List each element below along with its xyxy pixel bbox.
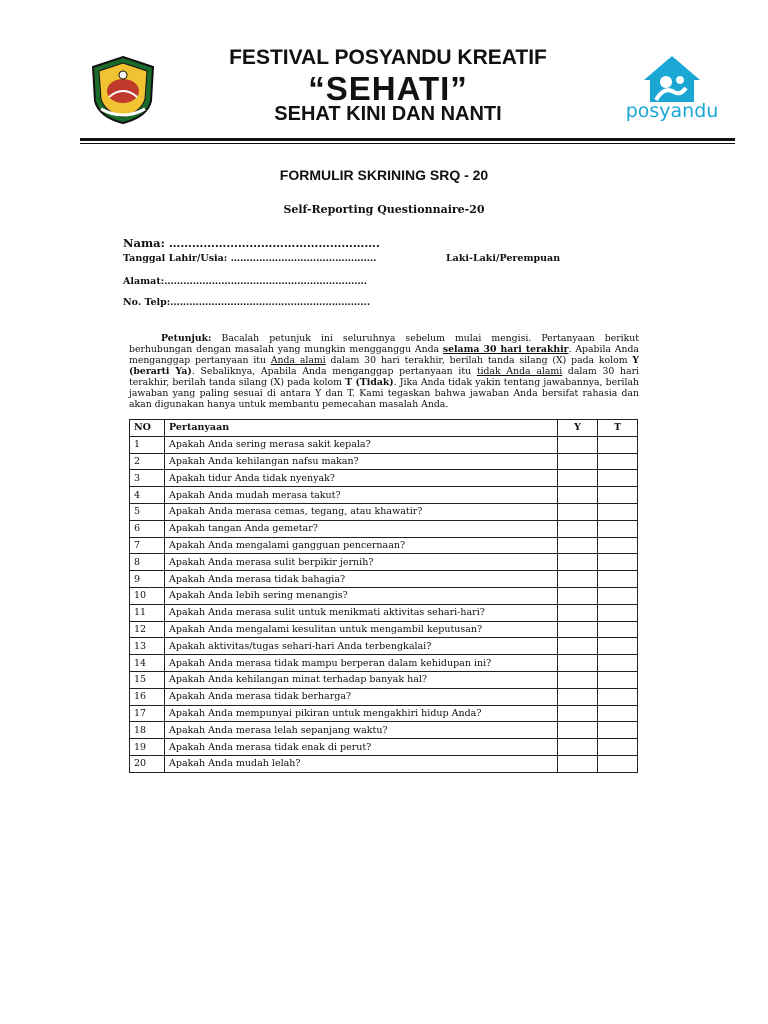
question-number: 2 bbox=[130, 453, 165, 470]
question-text: Apakah Anda merasa tidak mampu berperan dalam kehidupan ini? bbox=[165, 655, 558, 672]
question-number: 10 bbox=[130, 587, 165, 604]
answer-t-cell[interactable] bbox=[598, 705, 638, 722]
table-row bbox=[130, 739, 638, 756]
question-text: Apakah aktivitas/tugas sehari-hari Anda terbengkalai? bbox=[165, 638, 558, 655]
table-row bbox=[130, 571, 638, 588]
question-number: 13 bbox=[130, 638, 165, 655]
answer-y-cell[interactable] bbox=[558, 453, 598, 470]
answer-y-cell[interactable] bbox=[558, 722, 598, 739]
answer-y-cell[interactable] bbox=[558, 503, 598, 520]
instructions-text: dalam 30 hari terakhir, berilah tanda silang (X) pada kolom bbox=[325, 355, 633, 366]
question-number: 17 bbox=[130, 705, 165, 722]
question-text: Apakah Anda merasa tidak bahagia? bbox=[165, 571, 558, 588]
question-number: 15 bbox=[130, 671, 165, 688]
answer-t-cell[interactable] bbox=[598, 436, 638, 453]
instructions-text: dalam 30 hari terakhir, berilah tanda silang (X) pada kolom bbox=[129, 366, 639, 388]
instructions-emphasis: Y (berarti Ya) bbox=[129, 355, 640, 377]
answer-t-cell[interactable] bbox=[598, 571, 638, 588]
answer-y-cell[interactable] bbox=[558, 739, 598, 756]
answer-y-cell[interactable] bbox=[558, 587, 598, 604]
question-text: Apakah Anda sering merasa sakit kepala? bbox=[165, 436, 558, 453]
question-text: Apakah Anda merasa lelah sepanjang waktu? bbox=[165, 722, 558, 739]
regional-emblem-logo bbox=[87, 55, 159, 125]
instructions-text: . Sebaliknya, Apabila Anda menganggap pertanyaan itu bbox=[191, 366, 477, 377]
answer-t-cell[interactable] bbox=[598, 739, 638, 756]
table-row bbox=[130, 688, 638, 705]
table-row bbox=[130, 671, 638, 688]
answer-y-cell[interactable] bbox=[558, 621, 598, 638]
table-row bbox=[130, 604, 638, 621]
answer-t-cell[interactable] bbox=[598, 487, 638, 504]
answer-t-cell[interactable] bbox=[598, 470, 638, 487]
table-row bbox=[130, 436, 638, 453]
answer-t-cell[interactable] bbox=[598, 621, 638, 638]
question-number: 20 bbox=[130, 755, 165, 772]
table-row bbox=[130, 503, 638, 520]
answer-y-cell[interactable] bbox=[558, 470, 598, 487]
instructions-emphasis: T (Tidak) bbox=[345, 377, 394, 388]
answer-y-cell[interactable] bbox=[558, 537, 598, 554]
question-text: Apakah Anda kehilangan minat terhadap banyak hal? bbox=[165, 671, 558, 688]
festival-title: FESTIVAL POSYANDU KREATIF bbox=[229, 46, 547, 69]
answer-t-cell[interactable] bbox=[598, 638, 638, 655]
question-number: 8 bbox=[130, 554, 165, 571]
answer-y-cell[interactable] bbox=[558, 755, 598, 772]
table-row bbox=[130, 520, 638, 537]
question-number: 6 bbox=[130, 520, 165, 537]
answer-y-cell[interactable] bbox=[558, 655, 598, 672]
srq-questionnaire-table bbox=[129, 419, 638, 773]
table-row bbox=[130, 705, 638, 722]
question-number: 9 bbox=[130, 571, 165, 588]
question-text: Apakah Anda mengalami kesulitan untuk mengambil keputusan? bbox=[165, 621, 558, 638]
header-t: T bbox=[598, 420, 638, 437]
question-text: Apakah Anda merasa sulit untuk menikmati aktivitas sehari-hari? bbox=[165, 604, 558, 621]
answer-t-cell[interactable] bbox=[598, 688, 638, 705]
question-number: 11 bbox=[130, 604, 165, 621]
header-divider-thick bbox=[80, 138, 735, 141]
instructions-text: . Apabila Anda menganggap pertanyaan itu bbox=[129, 344, 639, 366]
field-telp: No. Telp:……………………………………………………... bbox=[123, 297, 371, 308]
question-number: 16 bbox=[130, 688, 165, 705]
question-text: Apakah Anda lebih sering menangis? bbox=[165, 587, 558, 604]
instructions-emphasis: tidak Anda alami bbox=[476, 366, 563, 377]
header-no: NO bbox=[130, 420, 165, 437]
answer-t-cell[interactable] bbox=[598, 520, 638, 537]
question-number: 7 bbox=[130, 537, 165, 554]
answer-y-cell[interactable] bbox=[558, 604, 598, 621]
answer-t-cell[interactable] bbox=[598, 604, 638, 621]
instructions-paragraph bbox=[129, 333, 639, 410]
festival-tagline: SEHAT KINI DAN NANTI bbox=[274, 103, 502, 125]
field-nama: Nama: ………………………………………………. bbox=[123, 236, 380, 250]
answer-t-cell[interactable] bbox=[598, 722, 638, 739]
answer-t-cell[interactable] bbox=[598, 587, 638, 604]
answer-t-cell[interactable] bbox=[598, 755, 638, 772]
question-text: Apakah Anda merasa cemas, tegang, atau khawatir? bbox=[165, 503, 558, 520]
form-subtitle: Self-Reporting Questionnaire-20 bbox=[283, 203, 485, 216]
question-text: Apakah Anda merasa tidak enak di perut? bbox=[165, 739, 558, 756]
question-text: Apakah tangan Anda gemetar? bbox=[165, 520, 558, 537]
field-gender: Laki-Laki/Perempuan bbox=[446, 253, 561, 264]
question-text: Apakah Anda merasa sulit berpikir jernih? bbox=[165, 554, 558, 571]
header-divider-thin bbox=[80, 143, 735, 144]
header-y: Y bbox=[558, 420, 598, 437]
question-number: 5 bbox=[130, 503, 165, 520]
question-number: 3 bbox=[130, 470, 165, 487]
question-number: 19 bbox=[130, 739, 165, 756]
table-header-row bbox=[130, 420, 638, 437]
answer-t-cell[interactable] bbox=[598, 537, 638, 554]
answer-t-cell[interactable] bbox=[598, 671, 638, 688]
posyandu-logo-text: posyandu bbox=[625, 100, 719, 122]
table-row bbox=[130, 487, 638, 504]
question-number: 14 bbox=[130, 655, 165, 672]
answer-y-cell[interactable] bbox=[558, 436, 598, 453]
header-pertanyaan: Pertanyaan bbox=[165, 420, 558, 437]
festival-name: “SEHATI” bbox=[308, 70, 468, 107]
table-row bbox=[130, 755, 638, 772]
table-row bbox=[130, 621, 638, 638]
instructions-label: Petunjuk: bbox=[161, 333, 212, 344]
question-text: Apakah Anda kehilangan nafsu makan? bbox=[165, 453, 558, 470]
field-tanggal-lahir: Tanggal Lahir/Usia: ………………………………………. bbox=[123, 253, 377, 264]
table-row bbox=[130, 537, 638, 554]
answer-t-cell[interactable] bbox=[598, 655, 638, 672]
answer-y-cell[interactable] bbox=[558, 705, 598, 722]
question-number: 4 bbox=[130, 487, 165, 504]
table-row bbox=[130, 638, 638, 655]
instructions-emphasis: selama 30 hari terakhir bbox=[442, 344, 569, 355]
form-title: FORMULIR SKRINING SRQ - 20 bbox=[279, 167, 489, 183]
answer-y-cell[interactable] bbox=[558, 671, 598, 688]
table-row bbox=[130, 655, 638, 672]
answer-t-cell[interactable] bbox=[598, 453, 638, 470]
table-row bbox=[130, 453, 638, 470]
field-alamat: Alamat:………………………………………………………. bbox=[123, 276, 368, 287]
instructions-text: Bacalah petunjuk ini seluruhnya sebelum mulai mengisi. Pertanyaan berikut berhubungan dengan masalah yang mungkin mengganggu Anda bbox=[129, 333, 639, 355]
answer-y-cell[interactable] bbox=[558, 487, 598, 504]
question-number: 18 bbox=[130, 722, 165, 739]
question-number: 12 bbox=[130, 621, 165, 638]
table-row bbox=[130, 470, 638, 487]
question-text: Apakah Anda merasa tidak berharga? bbox=[165, 688, 558, 705]
table-row bbox=[130, 554, 638, 571]
instructions-emphasis: Anda alami bbox=[270, 355, 326, 366]
answer-y-cell[interactable] bbox=[558, 688, 598, 705]
answer-y-cell[interactable] bbox=[558, 571, 598, 588]
question-text: Apakah Anda mengalami gangguan pencernaan? bbox=[165, 537, 558, 554]
question-text: Apakah Anda mempunyai pikiran untuk mengakhiri hidup Anda? bbox=[165, 705, 558, 722]
instructions-text: . Jika Anda tidak yakin tentang jawabannya, berilah jawaban yang paling sesuai di antara Y dan T. Kami tegaskan bahwa jawaban Anda bersifat rahasia dan akan digunakan hanya untuk membantu pemecahan masalah Anda. bbox=[129, 377, 639, 410]
table-row bbox=[130, 587, 638, 604]
answer-y-cell[interactable] bbox=[558, 554, 598, 571]
question-number: 1 bbox=[130, 436, 165, 453]
table-row bbox=[130, 722, 638, 739]
question-text: Apakah Anda mudah lelah? bbox=[165, 755, 558, 772]
answer-t-cell[interactable] bbox=[598, 554, 638, 571]
answer-y-cell[interactable] bbox=[558, 520, 598, 537]
answer-y-cell[interactable] bbox=[558, 638, 598, 655]
answer-t-cell[interactable] bbox=[598, 503, 638, 520]
question-text: Apakah Anda mudah merasa takut? bbox=[165, 487, 558, 504]
question-text: Apakah tidur Anda tidak nyenyak? bbox=[165, 470, 558, 487]
